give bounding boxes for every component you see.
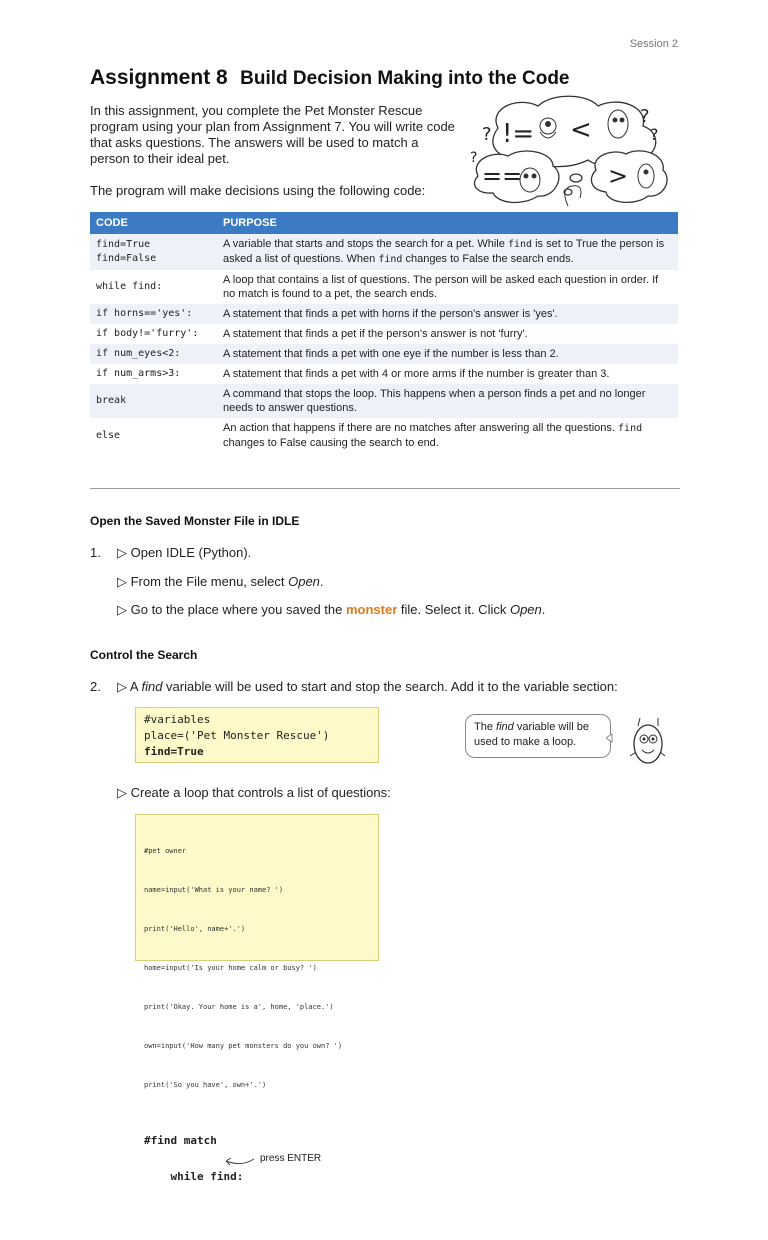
code-line: #pet owner xyxy=(144,847,187,855)
monster-icon xyxy=(606,712,666,770)
code-line-bold: #find match xyxy=(144,1134,217,1147)
purpose-cell: An action that happens if there are no matches after answering all the questions. find changes to False causing the search to end. xyxy=(217,418,678,453)
press-enter-note: press ENTER xyxy=(260,1153,322,1164)
step2-line-find-variable xyxy=(117,679,618,695)
table-row xyxy=(90,324,678,344)
monster-thought-clouds-illustration xyxy=(468,88,678,208)
purpose-cell: A loop that contains a list of questions. The person will be asked each question in order. If no match is found to a pet, the search ends. xyxy=(217,270,678,304)
section-heading-control-search: Control the Search xyxy=(90,648,198,662)
intro-lead: The program will make decisions using the following code: xyxy=(90,183,426,198)
purpose-cell: A statement that finds a pet with one eye if the number is less than 2. xyxy=(217,344,678,364)
step1-line-file-menu xyxy=(117,574,324,590)
code-line: home=input('Is your home calm or busy? ') xyxy=(144,964,317,972)
table-row xyxy=(90,344,678,364)
symbol-greater-than: > xyxy=(608,162,629,190)
code-line: print('Okay. Your home is a', home, 'place.') xyxy=(144,1003,334,1011)
code-block-loop xyxy=(135,814,379,1183)
code-line-bold: while find: xyxy=(170,1170,244,1183)
code-line: #variables xyxy=(144,713,211,726)
assignment-subtitle: Build Decision Making into the Code xyxy=(240,68,570,89)
code-block-variables xyxy=(135,707,379,763)
text: . xyxy=(541,602,546,617)
symbol-not-equal: != xyxy=(502,119,535,149)
text: variable will be used to start and stop the search. Add it to the variable section: xyxy=(162,679,618,694)
find-emphasis: find xyxy=(496,721,514,733)
assignment-number: Assignment 8 xyxy=(90,66,228,89)
code-cell: if num_arms>3: xyxy=(90,364,217,384)
symbol-question-3: ? xyxy=(650,125,659,144)
column-header-code: CODE xyxy=(90,212,217,234)
text: ▷ A xyxy=(117,679,142,694)
open-emphasis: Open xyxy=(288,574,320,589)
code-cell: else xyxy=(90,418,217,453)
code-line-bold: find=True xyxy=(144,745,204,758)
find-emphasis: find xyxy=(141,679,163,694)
code-cell: if num_eyes<2: xyxy=(90,344,217,364)
symbol-question-2: ? xyxy=(640,106,650,127)
purpose-cell: A statement that finds a pet if the person's answer is not 'furry'. xyxy=(217,324,678,344)
section-divider xyxy=(90,488,680,489)
text: The xyxy=(474,721,497,733)
symbol-question-1: ? xyxy=(482,124,492,145)
table-row xyxy=(90,234,678,270)
open-emphasis: Open xyxy=(509,602,542,617)
step1-line-open-idle: ▷ Open IDLE (Python). xyxy=(117,545,252,560)
section-heading-open-file: Open the Saved Monster File in IDLE xyxy=(90,514,300,528)
table-row xyxy=(90,418,678,453)
table-header-row xyxy=(90,212,678,234)
table-row xyxy=(90,364,678,384)
text: ▷ From the File menu, select xyxy=(117,574,289,589)
code-line: print('So you have', own+'.') xyxy=(144,1081,267,1089)
text: variable will be used to make a loop. xyxy=(474,721,589,748)
speech-bubble xyxy=(465,714,611,758)
column-header-purpose: PURPOSE xyxy=(217,212,678,234)
code-cell: if horns=='yes': xyxy=(90,304,217,324)
purpose-cell: A statement that finds a pet with horns if the person's answer is 'yes'. xyxy=(217,304,678,324)
intro-paragraph: In this assignment, you complete the Pet Monster Rescue program using your plan from Assignment 7. You will write code that asks questions. The answers will be used to match a person to their ideal pet. xyxy=(90,103,455,166)
session-label: Session 2 xyxy=(629,38,678,50)
code-cell: while find: xyxy=(90,270,217,304)
purpose-cell: A variable that starts and stops the search for a pet. While find is set to True the person is asked a list of questions. When find changes to False the search ends. xyxy=(217,234,678,270)
code-line: place=('Pet Monster Rescue') xyxy=(144,729,330,742)
step2-line-create-loop: ▷ Create a loop that controls a list of questions: xyxy=(117,785,391,800)
code-line: name=input('What is your name? ') xyxy=(144,886,284,894)
step-number-2: 2. xyxy=(90,679,101,694)
symbol-equal-equal: == xyxy=(482,162,523,190)
monster-file-highlight: monster xyxy=(345,602,398,617)
symbol-question-4: ? xyxy=(470,150,478,166)
table-row xyxy=(90,270,678,304)
page-title xyxy=(90,66,570,90)
text: file. Select it. Click xyxy=(397,602,510,617)
code-cell: if body!='furry': xyxy=(90,324,217,344)
code-purpose-table xyxy=(90,212,678,453)
code-line: print('Hello', name+'.') xyxy=(144,925,246,933)
step-number-1: 1. xyxy=(90,545,101,560)
purpose-cell: A statement that finds a pet with 4 or more arms if the number is greater than 3. xyxy=(217,364,678,384)
arrow-icon xyxy=(222,1153,256,1167)
code-cell: break xyxy=(90,384,217,418)
table-row xyxy=(90,304,678,324)
symbol-less-than: < xyxy=(570,115,592,145)
step1-line-select-file xyxy=(117,602,545,618)
text: . xyxy=(319,574,324,589)
purpose-cell: A command that stops the loop. This happens when a person finds a pet and no longer needs to answer questions. xyxy=(217,384,678,418)
text: ▷ Go to the place where you saved the xyxy=(117,602,346,617)
code-line: own=input('How many pet monsters do you own? ') xyxy=(144,1042,343,1050)
table-row xyxy=(90,384,678,418)
code-cell: find=True find=False xyxy=(90,234,217,270)
